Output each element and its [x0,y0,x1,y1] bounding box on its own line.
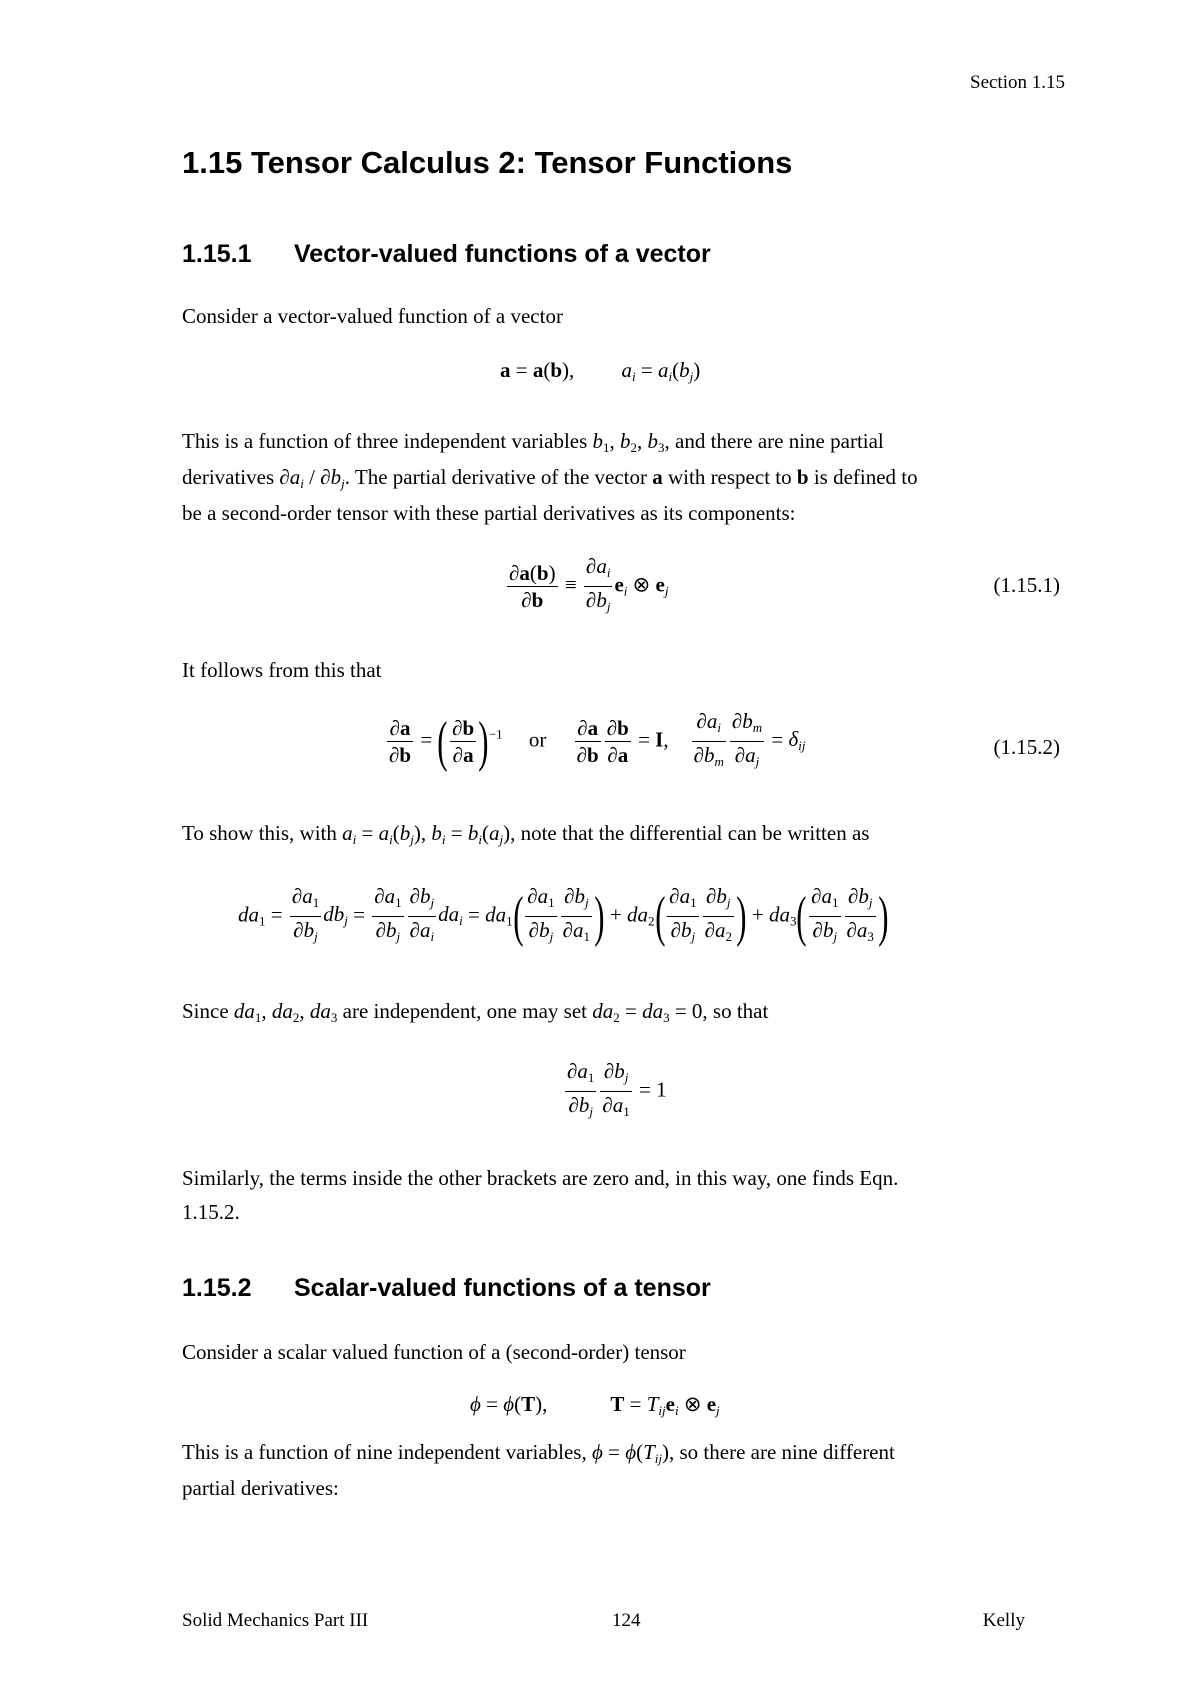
paragraph: It follows from this that [182,658,382,682]
footer-left: Solid Mechanics Part III [182,1610,369,1631]
page-number: 124 [612,1610,641,1631]
paragraph: be a second-order tensor with these partial derivatives as its components: [182,501,796,525]
paragraph: This is a function of three independent variables $b_1$, $b_2$, $b_3$, and there are nine partial [182,429,884,455]
page-title: 1.15 Tensor Calculus 2: Tensor Functions [182,145,793,180]
section-heading-1 [182,240,711,269]
section-number: 1.15.2 [182,1274,252,1302]
equation-phi-of-t: ϕ = ϕ(T), $T = T_{ij}e_i$ ⊗ $e_j$ [470,1392,720,1418]
paragraph: Similarly, the terms inside the other brackets are zero and, in this way, one finds Eqn. [182,1166,899,1190]
section-number: 1.15.1 [182,240,252,268]
equation-differential: $da_1$ = $\frac{\partial a_1}{\partial b_j}$ $db_j$ = $\frac{\partial a_1}{\partial b_j}$ $\frac{\partial b_j}{\partial a_i}$ $da_i = da_1$( $\frac{\partial a_1}{\partial b_j}$ $\frac{\partial b_j}{\partial a_1}$ ) + $da_2$( $\frac{\partial a_1}{\partial b_j}$ $\frac{\partial b_j}{\partial a_2}$ ) + $da_3$( $\frac{\partial a_1}{\partial b_j}$ $\frac{\partial b_j}{\partial a_3}$ ) [238,884,889,948]
equation-number: (1.15.1) [993,573,1060,597]
paragraph: Since $da_1$, $da_2$, $da_3$ are independent, one may set $da_2 = da_3 = 0$, so that [182,999,769,1025]
equation-number: (1.15.2) [993,735,1060,759]
equation-1-15-1: $\frac{\partial a(b)}{\partial b}$ ≡ $\frac{\partial a_i}{\partial b_j}$ $e_i$ ⊗ $e_j$ [509,554,669,614]
paragraph: This is a function of nine independent variables, $\phi = \phi(T_{ij})$, so there are nine different [182,1440,895,1466]
equation-1-15-2: $\frac{\partial a}{\partial b}$ = ( $\frac{\partial b}{\partial a}$ )$^{-1}$ or $\frac{\partial a}{\partial b}$ $\frac{\partial b}{\partial a}$ = I, $\frac{\partial a_i}{\partial b_m}$ $\frac{\partial b_m}{\partial a_j}$ = $\delta_{ij}$ [389,709,806,773]
paragraph: To show this, with $a_i = a_i(b_j)$, $b_i = b_i(a_j)$, note that the differential can be written as [182,821,870,847]
section-title: Vector-valued functions of a vector [294,240,711,268]
paragraph: partial derivatives: [182,1476,339,1500]
paragraph: 1.15.2. [182,1200,240,1224]
running-header: Section 1.15 [970,72,1065,93]
equation-unity: $\frac{\partial a_1}{\partial b_j}$ $\frac{\partial b_j}{\partial a_1}$ = 1 [567,1059,667,1119]
equation-a-of-b: a = a(b), $a_i = a_i(b_j)$ [500,358,701,384]
section-title: Scalar-valued functions of a tensor [294,1274,711,1302]
footer-right: Kelly [982,1610,1025,1631]
section-heading-2 [182,1274,711,1303]
paragraph: Consider a scalar valued function of a (second-order) tensor [182,1340,686,1364]
paragraph: derivatives $\partial a_i / \partial b_j$. The partial derivative of the vector a with respect to b is defined to [182,465,918,491]
paragraph: Consider a vector-valued function of a vector [182,304,563,328]
